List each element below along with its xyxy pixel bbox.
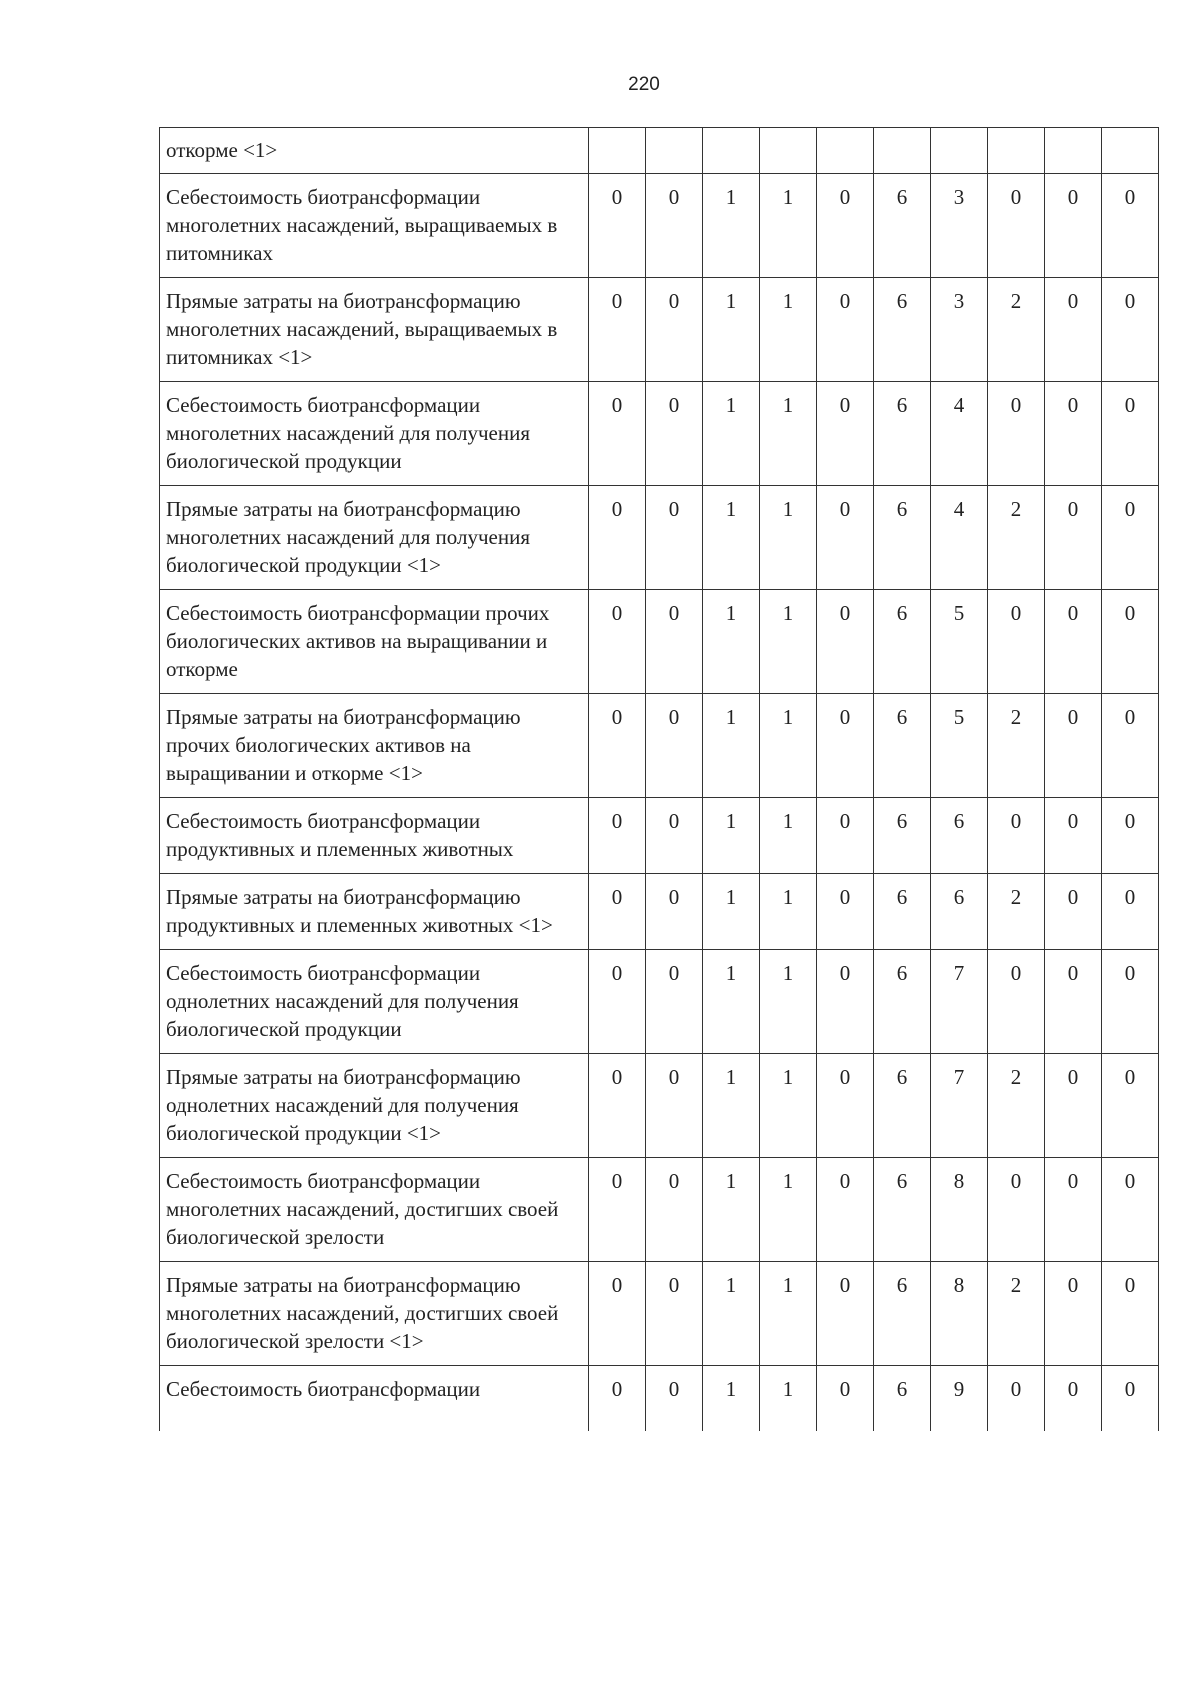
- row-label: Прямые затраты на биотрансформацию многолетних насаждений, достигших своей биологической зрелости <1>: [160, 1262, 589, 1366]
- code-digit-cell: 0: [589, 874, 646, 950]
- code-digit-cell: 0: [988, 1158, 1045, 1262]
- code-digit-cell: 5: [931, 590, 988, 694]
- code-digit-cell: 0: [646, 1158, 703, 1262]
- code-digit-cell: 4: [931, 486, 988, 590]
- table-row: [160, 798, 1159, 874]
- code-digit-cell: 0: [646, 874, 703, 950]
- code-digit-cell: 6: [874, 590, 931, 694]
- row-label: Прямые затраты на биотрансформацию многолетних насаждений для получения биологической продукции <1>: [160, 486, 589, 590]
- code-digit-cell: 8: [931, 1262, 988, 1366]
- code-digit-cell: 0: [646, 278, 703, 382]
- code-digit-cell: 0: [589, 798, 646, 874]
- code-digit-cell: 2: [988, 694, 1045, 798]
- code-digit-cell: 6: [874, 1366, 931, 1432]
- code-digit-cell: 1: [760, 278, 817, 382]
- code-digit-cell: 1: [703, 174, 760, 278]
- code-digit-cell: 0: [589, 278, 646, 382]
- code-digit-cell: 0: [589, 1262, 646, 1366]
- code-digit-cell: 0: [1102, 798, 1159, 874]
- code-digit-cell: 1: [703, 1054, 760, 1158]
- code-digit-cell: 0: [589, 1158, 646, 1262]
- code-digit-cell: 0: [646, 694, 703, 798]
- code-digit-cell: 1: [760, 874, 817, 950]
- code-digit-cell: 1: [760, 1262, 817, 1366]
- code-digit-cell: 0: [988, 174, 1045, 278]
- table-row: [160, 694, 1159, 798]
- code-digit-cell: 1: [703, 590, 760, 694]
- code-digit-cell: 0: [1102, 1262, 1159, 1366]
- code-digit-cell: 0: [1045, 1158, 1102, 1262]
- code-digit-cell: 6: [874, 486, 931, 590]
- row-label: Себестоимость биотрансформации: [160, 1366, 589, 1432]
- code-digit-cell: 0: [817, 694, 874, 798]
- code-digit-cell: 0: [589, 950, 646, 1054]
- code-digit-cell: 0: [817, 1158, 874, 1262]
- code-digit-cell: 0: [1102, 950, 1159, 1054]
- code-digit-cell: 2: [988, 1054, 1045, 1158]
- table-row: [160, 382, 1159, 486]
- table-row: [160, 278, 1159, 382]
- code-digit-cell: [646, 128, 703, 174]
- code-digit-cell: [589, 128, 646, 174]
- code-digit-cell: 2: [988, 486, 1045, 590]
- code-digit-cell: 0: [646, 1366, 703, 1432]
- code-digit-cell: 0: [1102, 590, 1159, 694]
- code-digit-cell: 0: [646, 798, 703, 874]
- code-digit-cell: 6: [874, 174, 931, 278]
- code-digit-cell: 2: [988, 1262, 1045, 1366]
- code-digit-cell: 0: [589, 486, 646, 590]
- code-digit-cell: 6: [874, 950, 931, 1054]
- table-row: [160, 1262, 1159, 1366]
- code-digit-cell: 0: [646, 1054, 703, 1158]
- code-digit-cell: 0: [589, 694, 646, 798]
- code-digit-cell: 6: [874, 278, 931, 382]
- table-row: [160, 1158, 1159, 1262]
- table-row: [160, 874, 1159, 950]
- code-digit-cell: 7: [931, 950, 988, 1054]
- code-digit-cell: 0: [589, 174, 646, 278]
- code-digit-cell: 0: [1045, 590, 1102, 694]
- code-digit-cell: 0: [817, 1262, 874, 1366]
- code-digit-cell: 0: [1102, 1158, 1159, 1262]
- code-digit-cell: 1: [760, 486, 817, 590]
- row-label: Прямые затраты на биотрансформацию однолетних насаждений для получения биологической продукции <1>: [160, 1054, 589, 1158]
- code-digit-cell: [1102, 128, 1159, 174]
- code-digit-cell: 4: [931, 382, 988, 486]
- row-label: Себестоимость биотрансформации многолетних насаждений для получения биологической продукции: [160, 382, 589, 486]
- code-digit-cell: 0: [817, 1366, 874, 1432]
- code-digit-cell: 0: [1045, 1366, 1102, 1432]
- table-row: [160, 950, 1159, 1054]
- table-row: [160, 1366, 1159, 1432]
- code-digit-cell: 6: [874, 1054, 931, 1158]
- code-digit-cell: 0: [1045, 278, 1102, 382]
- code-digit-cell: 1: [760, 382, 817, 486]
- code-digit-cell: 6: [931, 798, 988, 874]
- code-digit-cell: 1: [703, 1158, 760, 1262]
- code-digit-cell: 0: [1102, 486, 1159, 590]
- code-digit-cell: 0: [1102, 278, 1159, 382]
- code-digit-cell: 2: [988, 278, 1045, 382]
- code-digit-cell: 0: [589, 590, 646, 694]
- code-digit-cell: 0: [988, 1366, 1045, 1432]
- code-digit-cell: 1: [703, 278, 760, 382]
- table-row: [160, 590, 1159, 694]
- code-digit-cell: 0: [817, 382, 874, 486]
- row-label: Себестоимость биотрансформации однолетних насаждений для получения биологической продукции: [160, 950, 589, 1054]
- account-codes-table: [159, 127, 1159, 1431]
- row-label: Прямые затраты на биотрансформацию прочих биологических активов на выращивании и откорме <1>: [160, 694, 589, 798]
- code-digit-cell: 6: [874, 382, 931, 486]
- code-digit-cell: 1: [703, 1366, 760, 1432]
- code-digit-cell: 6: [874, 798, 931, 874]
- code-digit-cell: 1: [703, 950, 760, 1054]
- table-row: [160, 1054, 1159, 1158]
- code-digit-cell: 0: [1045, 874, 1102, 950]
- code-digit-cell: 0: [646, 950, 703, 1054]
- code-digit-cell: 1: [703, 694, 760, 798]
- code-digit-cell: 3: [931, 278, 988, 382]
- code-digit-cell: 0: [1045, 694, 1102, 798]
- code-digit-cell: 0: [1102, 694, 1159, 798]
- code-digit-cell: 0: [988, 798, 1045, 874]
- code-digit-cell: 0: [817, 174, 874, 278]
- table-row: [160, 128, 1159, 174]
- row-label: Прямые затраты на биотрансформацию продуктивных и племенных животных <1>: [160, 874, 589, 950]
- code-digit-cell: 1: [760, 694, 817, 798]
- code-digit-cell: 1: [703, 874, 760, 950]
- code-digit-cell: 0: [1045, 798, 1102, 874]
- table-row: [160, 486, 1159, 590]
- row-label: откорме <1>: [160, 128, 589, 174]
- code-digit-cell: [931, 128, 988, 174]
- code-digit-cell: 0: [988, 950, 1045, 1054]
- code-digit-cell: 0: [1102, 874, 1159, 950]
- code-digit-cell: 0: [817, 1054, 874, 1158]
- code-digit-cell: 1: [703, 1262, 760, 1366]
- code-digit-cell: 1: [703, 382, 760, 486]
- code-digit-cell: 0: [1045, 950, 1102, 1054]
- code-digit-cell: 1: [703, 798, 760, 874]
- code-digit-cell: 0: [646, 590, 703, 694]
- code-digit-cell: [988, 128, 1045, 174]
- code-digit-cell: 0: [988, 590, 1045, 694]
- row-label: Себестоимость биотрансформации многолетних насаждений, достигших своей биологической зрелости: [160, 1158, 589, 1262]
- code-digit-cell: 6: [874, 694, 931, 798]
- code-digit-cell: 0: [646, 486, 703, 590]
- code-digit-cell: [760, 128, 817, 174]
- code-digit-cell: [703, 128, 760, 174]
- code-digit-cell: 0: [589, 1054, 646, 1158]
- code-digit-cell: [874, 128, 931, 174]
- code-digit-cell: 6: [874, 1262, 931, 1366]
- code-digit-cell: 5: [931, 694, 988, 798]
- row-label: Прямые затраты на биотрансформацию многолетних насаждений, выращиваемых в питомниках <1>: [160, 278, 589, 382]
- code-digit-cell: 0: [817, 950, 874, 1054]
- code-digit-cell: 1: [760, 1366, 817, 1432]
- code-digit-cell: 2: [988, 874, 1045, 950]
- code-digit-cell: 0: [817, 874, 874, 950]
- row-label: Себестоимость биотрансформации прочих биологических активов на выращивании и откорме: [160, 590, 589, 694]
- code-digit-cell: 0: [988, 382, 1045, 486]
- table-row: [160, 174, 1159, 278]
- code-digit-cell: 1: [760, 1054, 817, 1158]
- code-digit-cell: 0: [646, 1262, 703, 1366]
- code-digit-cell: 1: [760, 950, 817, 1054]
- code-digit-cell: 0: [817, 590, 874, 694]
- code-digit-cell: 0: [589, 1366, 646, 1432]
- table-body: [160, 128, 1159, 1432]
- code-digit-cell: 6: [931, 874, 988, 950]
- code-digit-cell: 8: [931, 1158, 988, 1262]
- code-digit-cell: 1: [703, 486, 760, 590]
- code-digit-cell: 0: [1045, 1262, 1102, 1366]
- code-digit-cell: 0: [817, 486, 874, 590]
- code-digit-cell: [817, 128, 874, 174]
- code-digit-cell: 3: [931, 174, 988, 278]
- code-digit-cell: 7: [931, 1054, 988, 1158]
- code-digit-cell: 1: [760, 798, 817, 874]
- code-digit-cell: 0: [1102, 1366, 1159, 1432]
- code-digit-cell: 0: [646, 174, 703, 278]
- code-digit-cell: 0: [817, 278, 874, 382]
- code-digit-cell: 6: [874, 1158, 931, 1262]
- code-digit-cell: 0: [1045, 486, 1102, 590]
- code-digit-cell: 1: [760, 1158, 817, 1262]
- code-digit-cell: 6: [874, 874, 931, 950]
- code-digit-cell: 0: [1102, 174, 1159, 278]
- code-digit-cell: 0: [589, 382, 646, 486]
- code-digit-cell: 0: [1045, 1054, 1102, 1158]
- row-label: Себестоимость биотрансформации продуктивных и племенных животных: [160, 798, 589, 874]
- code-digit-cell: 0: [1045, 174, 1102, 278]
- code-digit-cell: 0: [1102, 1054, 1159, 1158]
- page-number: 220: [628, 74, 660, 95]
- code-digit-cell: [1045, 128, 1102, 174]
- code-digit-cell: 0: [1102, 382, 1159, 486]
- code-digit-cell: 9: [931, 1366, 988, 1432]
- row-label: Себестоимость биотрансформации многолетних насаждений, выращиваемых в питомниках: [160, 174, 589, 278]
- code-digit-cell: 1: [760, 174, 817, 278]
- code-digit-cell: 0: [646, 382, 703, 486]
- code-digit-cell: 1: [760, 590, 817, 694]
- code-digit-cell: 0: [817, 798, 874, 874]
- code-digit-cell: 0: [1045, 382, 1102, 486]
